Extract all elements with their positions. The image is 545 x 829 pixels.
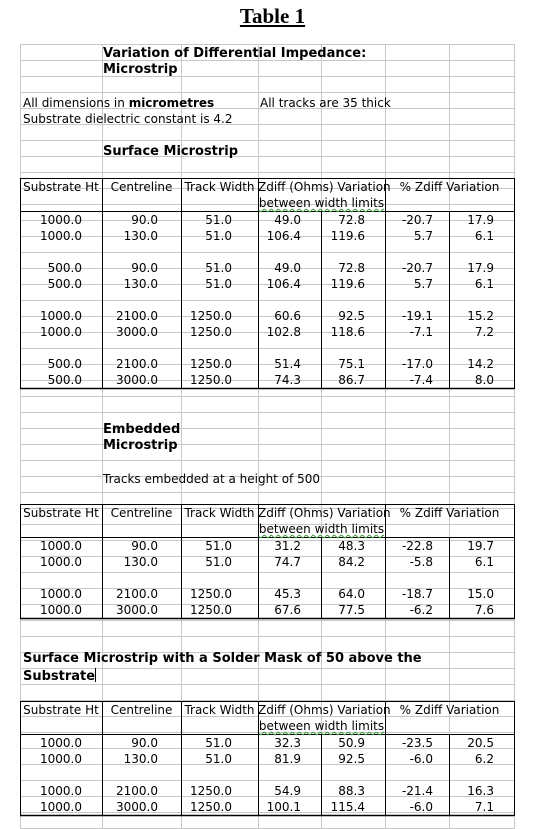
section-1-title: Surface Microstrip [103,144,239,159]
column-header-centreline: Centreline [110,506,173,520]
cell-pct-max: 7.6 [474,603,494,617]
cell-zdiff-min: 60.6 [274,309,301,323]
cell-zdiff-min: 32.3 [274,736,301,750]
cell-centreline: 130.0 [123,277,158,291]
cell-pct-max: 6.1 [474,277,494,291]
column-header-track-width: Track Width [184,506,255,520]
cell-zdiff-min: 51.4 [274,357,301,371]
page-title: Table 1 [239,4,306,28]
cell-zdiff-min: 74.7 [274,555,301,569]
dimensions-note [23,95,214,111]
cell-centreline: 2100.0 [116,357,158,371]
cell-track-width: 51.0 [205,229,232,243]
cell-substrate-ht: 500.0 [47,373,82,387]
dielectric-note: Substrate dielectric constant is 4.2 [23,112,233,126]
cell-zdiff-max: 77.5 [338,603,365,617]
cell-track-width: 51.0 [205,261,232,275]
cell-centreline: 3000.0 [116,603,158,617]
cell-pct-min: 5.7 [413,277,433,291]
cell-pct-max: 6.1 [474,229,494,243]
cell-pct-max: 15.0 [467,587,494,601]
cell-zdiff-max: 64.0 [338,587,365,601]
cell-substrate-ht: 1000.0 [40,603,82,617]
cell-pct-min: -23.5 [401,736,433,750]
column-header-zdiff: Zdiff (Ohms) Variation [258,506,391,520]
column-header-centreline: Centreline [110,180,173,194]
cell-substrate-ht: 1000.0 [40,229,82,243]
cell-substrate-ht: 1000.0 [40,325,82,339]
cell-zdiff-max: 118.6 [330,325,365,339]
cell-zdiff-min: 45.3 [274,587,301,601]
cell-track-width: 1250.0 [190,800,232,814]
cell-substrate-ht: 500.0 [47,261,82,275]
cell-zdiff-max: 86.7 [338,373,365,387]
cell-pct-min: -5.8 [409,555,433,569]
column-header-substrate: Substrate Ht [23,180,99,194]
cell-substrate-ht: 1000.0 [40,587,82,601]
cell-pct-max: 20.5 [467,736,494,750]
cell-pct-max: 6.2 [474,752,494,766]
cell-zdiff-max: 92.5 [338,752,365,766]
column-header-zdiff-sub-text: between width limits [258,196,385,210]
cell-track-width: 1250.0 [190,309,232,323]
section-2-title-line-2: Microstrip [103,438,178,453]
cell-track-width: 51.0 [205,555,232,569]
cell-zdiff-min: 49.0 [274,261,301,275]
cell-pct-min: -7.4 [409,373,433,387]
cell-centreline: 2100.0 [116,309,158,323]
cell-zdiff-max: 92.5 [338,309,365,323]
cell-centreline: 90.0 [131,261,158,275]
cell-centreline: 3000.0 [116,373,158,387]
cell-zdiff-max: 50.9 [338,736,365,750]
cell-zdiff-max: 119.6 [330,277,365,291]
cell-centreline: 130.0 [123,752,158,766]
cell-track-width: 1250.0 [190,587,232,601]
cell-track-width: 1250.0 [190,357,232,371]
cell-zdiff-max: 88.3 [338,784,365,798]
cell-track-width: 51.0 [205,213,232,227]
cell-zdiff-min: 49.0 [274,213,301,227]
cell-pct-min: -7.1 [409,325,433,339]
cell-substrate-ht: 1000.0 [40,309,82,323]
cell-centreline: 2100.0 [116,587,158,601]
cell-zdiff-max: 72.8 [338,213,365,227]
cell-substrate-ht: 1000.0 [40,213,82,227]
cell-pct-min: -20.7 [401,261,433,275]
cell-zdiff-min: 106.4 [266,229,301,243]
cell-pct-max: 8.0 [474,373,494,387]
cell-pct-min: -6.0 [409,752,433,766]
cell-zdiff-max: 115.4 [330,800,365,814]
column-header-pct: % Zdiff Variation [399,180,500,194]
cell-substrate-ht: 1000.0 [40,736,82,750]
cell-pct-max: 14.2 [467,357,494,371]
cell-track-width: 51.0 [205,752,232,766]
cell-substrate-ht: 1000.0 [40,555,82,569]
cell-centreline: 130.0 [123,229,158,243]
cell-zdiff-min: 102.8 [266,325,301,339]
cell-pct-min: -6.0 [409,800,433,814]
cell-centreline: 90.0 [131,539,158,553]
section-2-title-line-1: Embedded [103,422,181,437]
cell-track-width: 51.0 [205,277,232,291]
cell-pct-min: -17.0 [401,357,433,371]
section-2-note: Tracks embedded at a height of 500 [103,472,320,486]
cell-zdiff-max: 84.2 [338,555,365,569]
cell-pct-min: -6.2 [409,603,433,617]
cell-centreline: 90.0 [131,213,158,227]
cell-zdiff-min: 31.2 [274,539,301,553]
cell-track-width: 1250.0 [190,373,232,387]
cell-zdiff-min: 74.3 [274,373,301,387]
cell-pct-max: 15.2 [467,309,494,323]
text-cursor [95,668,96,682]
column-header-pct: % Zdiff Variation [399,506,500,520]
cell-track-width: 1250.0 [190,784,232,798]
cell-track-width: 51.0 [205,539,232,553]
column-header-zdiff-sub [258,521,385,537]
section-3-title-text: Substrate [23,669,96,684]
column-header-substrate: Substrate Ht [23,703,99,717]
column-header-substrate: Substrate Ht [23,506,99,520]
cell-pct-min: -18.7 [401,587,433,601]
heading-line-2: Microstrip [103,62,178,77]
cell-substrate-ht: 1000.0 [40,539,82,553]
cell-zdiff-max: 48.3 [338,539,365,553]
heading-line-1: Variation of Differential Impedance: [103,46,367,61]
cell-zdiff-min: 100.1 [266,800,301,814]
section-3-title-line-2 [23,668,96,685]
column-header-zdiff: Zdiff (Ohms) Variation [258,180,391,194]
cell-pct-max: 7.2 [474,325,494,339]
cell-pct-max: 17.9 [467,261,494,275]
cell-centreline: 130.0 [123,555,158,569]
cell-pct-max: 7.1 [474,800,494,814]
cell-zdiff-max: 72.8 [338,261,365,275]
cell-substrate-ht: 500.0 [47,277,82,291]
cell-track-width: 1250.0 [190,603,232,617]
cell-pct-min: -19.1 [401,309,433,323]
cell-zdiff-min: 81.9 [274,752,301,766]
cell-zdiff-min: 54.9 [274,784,301,798]
thickness-note: All tracks are 35 thick [260,96,391,110]
column-header-zdiff: Zdiff (Ohms) Variation [258,703,391,717]
cell-pct-max: 17.9 [467,213,494,227]
cell-substrate-ht: 1000.0 [40,800,82,814]
cell-zdiff-max: 75.1 [338,357,365,371]
cell-substrate-ht: 500.0 [47,357,82,371]
column-header-centreline: Centreline [110,703,173,717]
cell-centreline: 90.0 [131,736,158,750]
column-header-zdiff-sub-text: between width limits [258,719,385,733]
cell-substrate-ht: 1000.0 [40,752,82,766]
cell-pct-min: 5.7 [413,229,433,243]
column-header-track-width: Track Width [184,180,255,194]
cell-pct-max: 6.1 [474,555,494,569]
cell-centreline: 2100.0 [116,784,158,798]
column-header-zdiff-sub-text: between width limits [258,522,385,536]
dimensions-unit: micrometres [128,96,215,110]
cell-pct-min: -20.7 [401,213,433,227]
cell-pct-max: 19.7 [467,539,494,553]
cell-centreline: 3000.0 [116,800,158,814]
section-3-title-line-1: Surface Microstrip with a Solder Mask of 50 above the [23,651,422,666]
cell-track-width: 1250.0 [190,325,232,339]
cell-zdiff-max: 119.6 [330,229,365,243]
column-header-pct: % Zdiff Variation [399,703,500,717]
cell-substrate-ht: 1000.0 [40,784,82,798]
cell-pct-max: 16.3 [467,784,494,798]
column-header-zdiff-sub [258,195,385,211]
dimensions-note-prefix: All dimensions in [23,96,129,110]
cell-track-width: 51.0 [205,736,232,750]
cell-zdiff-min: 67.6 [274,603,301,617]
cell-pct-min: -21.4 [401,784,433,798]
cell-pct-min: -22.8 [401,539,433,553]
column-header-zdiff-sub [258,718,385,734]
cell-zdiff-min: 106.4 [266,277,301,291]
column-header-track-width: Track Width [184,703,255,717]
cell-centreline: 3000.0 [116,325,158,339]
